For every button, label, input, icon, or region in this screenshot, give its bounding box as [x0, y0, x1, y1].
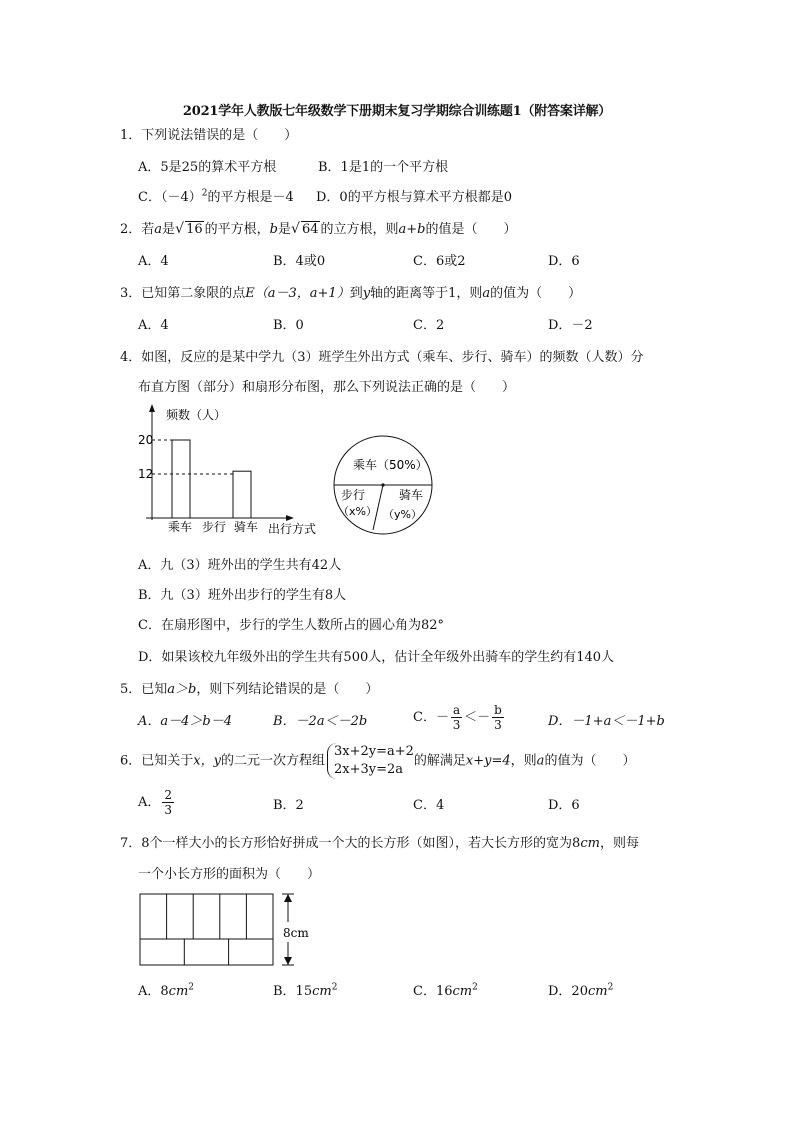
q3-option-c: C．2 [413, 318, 445, 333]
q2-sqrt-16 [175, 222, 204, 237]
q7-figure [138, 890, 328, 970]
q2-option-d: D．6 [548, 254, 580, 269]
q5-text-2: ，则下列结论错误的是（ ） [196, 682, 379, 697]
q2-var-b: b [269, 222, 278, 237]
arrow-up-icon [284, 894, 292, 902]
q3-stem [120, 282, 581, 301]
q7-a-sup: 2 [188, 982, 195, 993]
y-tick-20: 20 [138, 433, 154, 447]
q6-a-num: 2 [164, 788, 173, 802]
q7-d-value: D．20 [548, 984, 588, 999]
q6-option-c: C．4 [413, 798, 445, 813]
q5-c-mid: ＜－ [464, 710, 491, 725]
q4-option-c: C．在扇形图中，步行的学生人数所占的圆心角为82° [138, 618, 444, 633]
q4-stem-line-2: 布直方图（部分）和扇形分布图，那么下列说法正确的是（ ） [138, 380, 516, 395]
pie-label-walk: 步行 [341, 488, 366, 502]
q3-text-1: 3．已知第二象限的点 [120, 286, 246, 301]
q7-b-unit: cm [312, 984, 332, 999]
q2-radicand-1: 16 [186, 222, 203, 237]
q2-text-3: 的平方根， [204, 222, 270, 237]
x-axis-arrow-icon [286, 515, 294, 521]
q6-a-frac [162, 788, 174, 817]
q3-option-b: B．0 [273, 318, 304, 333]
q7-a-unit: cm [168, 984, 189, 999]
q6-equation-system [327, 743, 414, 779]
q7-c-sup: 2 [472, 982, 478, 993]
x-category-1: 步行 [202, 520, 227, 534]
q5-c-frac-1 [451, 703, 462, 732]
q2-stem [120, 218, 517, 237]
q4-stem-line-1: 4．如图，反应的是某中学九（3）班学生外出方式（乘车、步行、骑车）的频数（人数）分 [120, 350, 644, 365]
q2-option-c: C．6或2 [413, 254, 466, 269]
q6-text-3: 的解满足 [413, 753, 466, 769]
q3-text-3: 轴的距离等于1，则 [370, 286, 483, 301]
q4-option-b: B．九（3）班外出步行的学生有8人 [138, 588, 347, 603]
q7-stem-line-2: 一个小长方形的面积为（ ） [138, 867, 321, 882]
arrow-down-icon [284, 957, 292, 965]
q6-a-pre: A． [138, 795, 161, 810]
q6-var: a [536, 753, 545, 769]
q4-figure [130, 402, 450, 540]
q5-c-num-2: b [494, 703, 502, 717]
pie-label-bike: 骑车 [399, 488, 424, 502]
q7-option-a [138, 980, 194, 999]
bar-2 [233, 471, 251, 518]
q5-c-pre: C．－ [413, 710, 449, 725]
q1-option-c-sup: 2 [201, 188, 208, 199]
q2-var-a: a [154, 222, 163, 237]
q3-option-d: D．－2 [548, 318, 593, 333]
bars [172, 440, 251, 518]
pie-label-walk-pct: （x%） [338, 505, 377, 518]
pie-label-ride: 乘车（50%） [353, 458, 428, 472]
q7-text-1: 7．8个一样大小的长方形恰好拼成一个大的长方形（如图），若大长方形的宽为8 [120, 836, 581, 851]
histogram [138, 404, 316, 536]
pie-label-bike-pct: （y%） [383, 508, 422, 521]
q7-d-sup: 2 [607, 982, 614, 993]
bar-0 [172, 440, 190, 518]
q3-var: a [482, 286, 491, 301]
q1-option-c [138, 186, 294, 205]
dimension-label: 8cm [283, 926, 309, 940]
q6-stem [120, 743, 635, 779]
x-category-0: 乘车 [168, 520, 193, 534]
q7-option-d [548, 980, 613, 999]
pie-chart [334, 436, 432, 534]
q5-c-frac-2 [492, 703, 504, 732]
q6-a-den: 3 [164, 803, 173, 817]
q5-condition: a＞b [167, 682, 197, 697]
q3-text-2: 到 [349, 286, 363, 301]
q5-c-den-1: 3 [452, 718, 461, 732]
q1-stem: 1．下列说法错误的是（ ） [120, 128, 298, 143]
y-axis-arrow-icon [149, 404, 155, 412]
q3-point: E（a－3，a+1） [245, 286, 350, 301]
q6-option-a [138, 788, 176, 817]
q6-option-d: D．6 [548, 798, 580, 813]
q1-option-c-pre: C．（－4） [138, 190, 202, 205]
y-tick-12: 12 [138, 467, 154, 481]
q2-text-1: 2．若 [120, 222, 155, 237]
q5-option-c [413, 703, 506, 732]
big-rectangle [140, 894, 273, 965]
q4-option-a: A．九（3）班外出的学生共有42人 [138, 558, 342, 573]
q2-option-a: A．4 [138, 254, 169, 269]
q3-axis: y [362, 286, 371, 301]
q7-option-b [273, 980, 337, 999]
q6-text-5: 的值为（ ） [544, 753, 636, 769]
q1-option-c-post: 的平方根是－4 [207, 190, 294, 205]
page-title: 2021学年人教版七年级数学下册期末复习学期综合训练题1（附答案详解） [182, 104, 612, 119]
q2-radicand-2: 64 [301, 222, 319, 237]
y-axis-label: 频数（人） [166, 408, 227, 422]
q6-eq1: 3x+2y=a+2 [333, 744, 414, 759]
q7-stem-line-1 [120, 832, 639, 851]
q7-c-value: C．16 [413, 984, 453, 999]
q2-text-4: 是 [277, 222, 291, 237]
q1-option-b: B．1是1的一个平方根 [318, 160, 449, 175]
q7-b-value: B．15 [273, 984, 313, 999]
q2-sqrt-64 [291, 222, 320, 237]
q6-text-4: ，则 [510, 753, 537, 769]
q1-option-a: A．5是25的算术平方根 [138, 160, 277, 175]
q3-text-4: 的值为（ ） [490, 286, 582, 301]
q4-option-d: D．如果该校九年级外出的学生共有500人，估计全年级外出骑车的学生约有140人 [138, 650, 615, 665]
q7-text-2: ，则每 [599, 836, 639, 851]
q6-option-b: B．2 [273, 798, 304, 813]
q6-vars: x，y [193, 753, 221, 769]
q1-option-d: D．0的平方根与算术平方根都是0 [316, 190, 512, 205]
q2-sum: a+b [398, 222, 426, 237]
q7-b-sup: 2 [331, 982, 338, 993]
q5-c-num-1: a [452, 703, 461, 717]
q6-eq2: 2x+3y=2a [333, 762, 404, 777]
q7-option-c [413, 980, 478, 999]
q5-option-a: A．a－4＞b－4 [138, 714, 233, 729]
q3-option-a: A．4 [138, 318, 169, 333]
q6-text-1: 6．已知关于 [120, 753, 194, 769]
q5-option-b: B．－2a＜－2b [273, 714, 368, 729]
x-axis-label: 出行方式 [268, 522, 317, 536]
q7-d-unit: cm [587, 984, 608, 999]
x-category-2: 骑车 [234, 520, 259, 534]
q5-option-d: D．－1+a＜－1+b [548, 714, 665, 729]
q6-condition: x+y=4 [465, 753, 511, 769]
pie-center [381, 483, 384, 486]
q7-c-unit: cm [452, 984, 473, 999]
q2-option-b: B．4或0 [273, 254, 326, 269]
q6-text-2: 的二元一次方程组 [220, 753, 325, 769]
q7-unit: cm [580, 836, 600, 851]
q7-a-value: A．8 [138, 984, 169, 999]
q2-text-5: 的立方根，则 [320, 222, 399, 237]
q5-c-den-2: 3 [494, 718, 502, 732]
q2-text-6: 的值是（ ） [425, 222, 517, 237]
q5-text-1: 5．已知 [120, 682, 168, 697]
q5-stem [120, 678, 378, 697]
q2-text-2: 是 [162, 222, 176, 237]
